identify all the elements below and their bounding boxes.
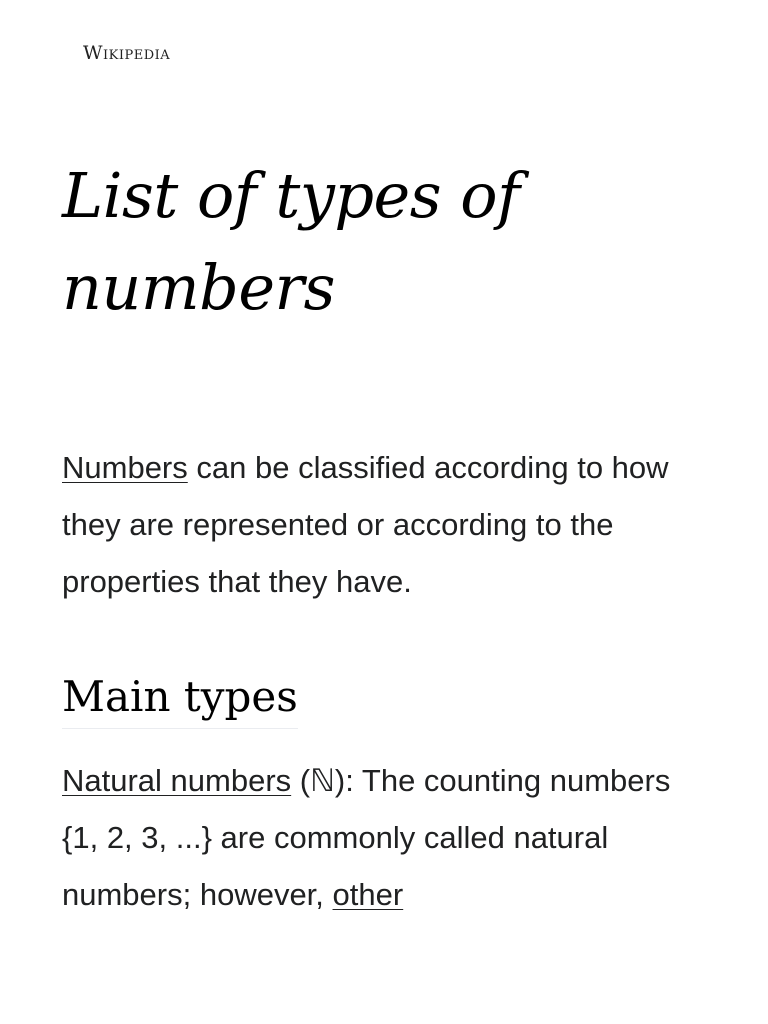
numbers-link[interactable]: Numbers: [62, 450, 188, 485]
section-heading-main-types[interactable]: Main types: [62, 668, 298, 729]
natural-numbers-text: (ℕ): The counting numbers {1, 2, 3, ...} are commonly called natural numbers; however,: [62, 763, 671, 912]
intro-text: can be classified according to how they are represented or according to the properties that they have.: [62, 450, 669, 599]
other-link[interactable]: other: [332, 877, 404, 912]
page-title: List of types of numbers: [62, 159, 520, 324]
wikipedia-logo[interactable]: Wikipedia: [83, 42, 171, 64]
intro-paragraph: [62, 439, 712, 610]
natural-numbers-paragraph: [62, 752, 712, 923]
natural-numbers-link[interactable]: Natural numbers: [62, 763, 292, 798]
